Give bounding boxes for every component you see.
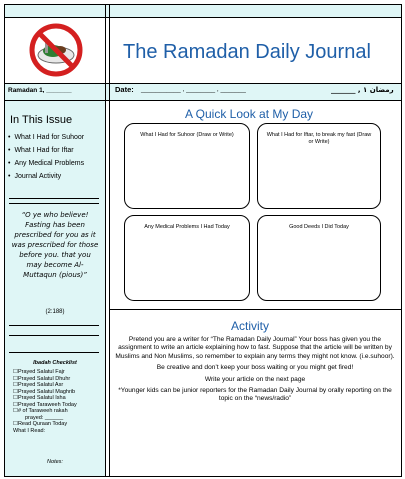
- checklist-item[interactable]: ☐ Prayed Salatul Dhuhr: [13, 376, 77, 383]
- divider: [9, 203, 99, 204]
- issue-list: [8, 131, 84, 183]
- checklist-item[interactable]: ☐ Prayed Salatul Maghrib: [13, 389, 77, 396]
- checklist-item[interactable]: ☐ Read Quraan Today: [13, 421, 77, 428]
- issue-item: • Journal Activity: [8, 170, 84, 183]
- page-title: The Ramadan Daily Journal: [123, 41, 371, 63]
- card-label: Good Deeds I Did Today: [289, 224, 349, 230]
- quick-look-title: A Quick Look at My Day: [185, 107, 314, 121]
- activity-paragraph: *Younger kids can be junior reporters for the Ramadan Daily Journal by orally reporting on the topic on the “news/radio”: [118, 387, 392, 403]
- date-blanks: ___________ , ________ , _______: [141, 86, 246, 93]
- checklist-item[interactable]: ☐ Prayed Salatul Asr: [13, 382, 77, 389]
- ramadan-day-arabic: رمضان ١ , _______: [331, 86, 394, 94]
- checklist-item[interactable]: ☐ Prayed Salatul Fajr: [13, 369, 77, 376]
- checklist-item[interactable]: ☐ # of Taraweeh rakah: [13, 408, 77, 415]
- quote-reference: (2:188): [45, 309, 65, 315]
- good-deeds-card[interactable]: [257, 215, 381, 301]
- date-label: Date:: [115, 85, 134, 94]
- suhoor-card[interactable]: [124, 123, 250, 209]
- activity-text: [113, 336, 397, 404]
- card-label: What I Had for Iftar, to break my fast (Draw or Write): [266, 132, 372, 145]
- issue-item: • What I Had for Suhoor: [8, 131, 84, 144]
- issue-item: • Any Medical Problems: [8, 157, 84, 170]
- checklist-item[interactable]: ☐ Prayed Taraweeh Today: [13, 402, 77, 409]
- section-divider: [109, 309, 401, 310]
- divider: [9, 335, 99, 336]
- checklist-item[interactable]: ☐ Prayed Salatul Isha: [13, 395, 77, 402]
- activity-paragraph: Pretend you are a writer for “The Ramadan Daily Journal” Your boss has given you the assignment to write an article explaining how to fast. Suppose that the article will be written by Muslims and Non Muslims, so remember to explain any terms they might not know. (i.e.suhoor).: [115, 336, 395, 360]
- divider: [9, 198, 99, 199]
- checklist-item: What I Read:: [13, 427, 46, 434]
- medical-card[interactable]: [124, 215, 250, 301]
- journal-page: [4, 4, 402, 477]
- notes-label: Notes:: [47, 459, 63, 465]
- top-band: [5, 5, 401, 18]
- no-eating-icon: [25, 21, 87, 79]
- iftar-card[interactable]: [257, 123, 381, 209]
- quran-quote: “O ye who believe! Fasting has been prescribed for you as it was prescribed for those before you. that you may become Al-Muttaqun (pious)”: [11, 211, 99, 279]
- issue-title: In This Issue: [10, 114, 73, 126]
- ibadah-checklist: [13, 369, 77, 434]
- column-divider-inner: [109, 5, 110, 476]
- divider: [9, 325, 99, 326]
- card-label: Any Medical Problems I Had Today: [144, 224, 230, 230]
- activity-paragraph: Be creative and don’t keep your boss waiting or you might get fired!: [156, 364, 354, 372]
- activity-paragraph: Write your article on the next page: [204, 375, 306, 383]
- issue-item: • What I Had for Iftar: [8, 144, 84, 157]
- checklist-title: Ibadah Checklist: [33, 360, 77, 366]
- card-label: What I Had for Suhoor (Draw or Write): [140, 132, 234, 138]
- column-divider: [105, 5, 106, 476]
- activity-title: Activity: [231, 319, 270, 333]
- checklist-item: prayed: ______: [25, 414, 64, 421]
- ramadan-day-english: Ramadan 1, _______: [8, 87, 72, 94]
- divider: [9, 352, 99, 353]
